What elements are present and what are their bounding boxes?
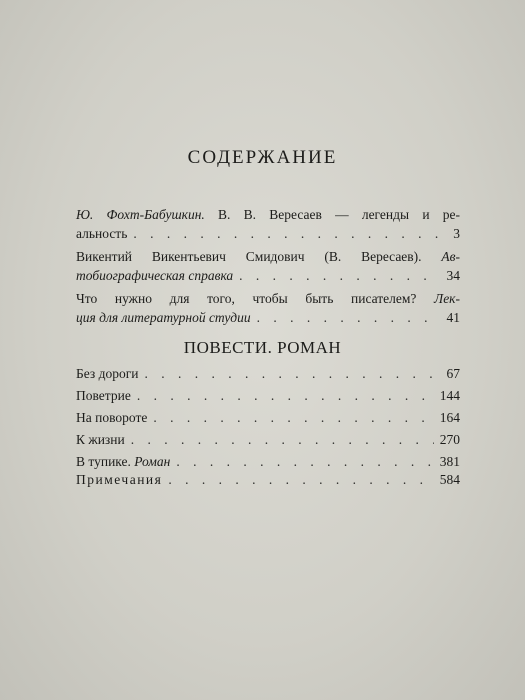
entry-subtitle-cont: тобиографическая справка	[76, 268, 234, 283]
toc-entry-na-povorote[interactable]	[76, 407, 460, 429]
toc-entry-lecture[interactable]	[76, 289, 460, 327]
entry-subtitle: Роман	[134, 454, 171, 469]
contents-title: СОДЕРЖАНИЕ	[187, 147, 338, 168]
leader-dots	[137, 385, 434, 407]
page-number: 584	[439, 472, 460, 487]
page-number: 164	[439, 410, 460, 425]
toc-entry-bez-dorogi[interactable]	[76, 363, 460, 385]
leader-dots	[131, 429, 434, 451]
entry-title: Викентий Викентьевич Смидович (В. Вересаев).	[76, 249, 422, 264]
leader-dots	[145, 363, 441, 385]
toc-entry-line-1	[76, 289, 460, 308]
page-number: 381	[439, 454, 460, 469]
toc-entry-povetrie[interactable]	[76, 385, 460, 407]
entry-title: Поветрие	[76, 388, 131, 403]
entry-title: В. В. Вересаев — легенды и ре-	[218, 207, 461, 222]
entry-title: На повороте	[76, 410, 148, 425]
entry-title: К жизни	[76, 432, 125, 447]
entry-title: Примечания	[76, 472, 163, 487]
intro-entries	[76, 205, 460, 327]
page-number: 34	[446, 268, 460, 283]
entry-subtitle-cont: ция для литературной студии	[76, 310, 251, 325]
toc-entry-line-2	[76, 266, 460, 285]
toc-entry-autobiography[interactable]	[76, 247, 460, 285]
leader-dots	[239, 266, 440, 285]
entry-title: Без дороги	[76, 366, 139, 381]
leader-dots	[257, 308, 441, 327]
entry-subtitle: Ав-	[441, 249, 460, 264]
page-number: 3	[453, 226, 460, 241]
entry-author: Ю. Фохт-Бабушкин.	[76, 207, 205, 222]
toc-entry-notes[interactable]	[76, 470, 460, 489]
entry-title-text: В тупике.	[76, 454, 131, 469]
leader-dots	[133, 224, 447, 243]
toc-entry-line-1	[76, 247, 460, 266]
notes-entry-block	[76, 470, 460, 489]
page-number: 144	[439, 388, 460, 403]
page-number: 270	[439, 432, 460, 447]
leader-dots	[168, 470, 433, 489]
page-number: 41	[446, 310, 460, 325]
toc-entry-line-2	[76, 308, 460, 327]
section-title: ПОВЕСТИ. РОМАН	[183, 338, 342, 357]
section-entries	[76, 363, 460, 473]
leader-dots	[153, 407, 433, 429]
entry-title: Что нужно для того, чтобы быть писателем?	[76, 291, 417, 306]
entry-subtitle: Лек-	[434, 291, 460, 306]
entry-title-cont: альность	[76, 226, 128, 241]
toc-entry-k-zhizni[interactable]	[76, 429, 460, 451]
toc-entry-fokht-babushkin[interactable]	[76, 205, 460, 243]
toc-entry-line-1	[76, 205, 460, 224]
toc-entry-line-2	[76, 224, 460, 243]
page-number: 67	[446, 366, 460, 381]
